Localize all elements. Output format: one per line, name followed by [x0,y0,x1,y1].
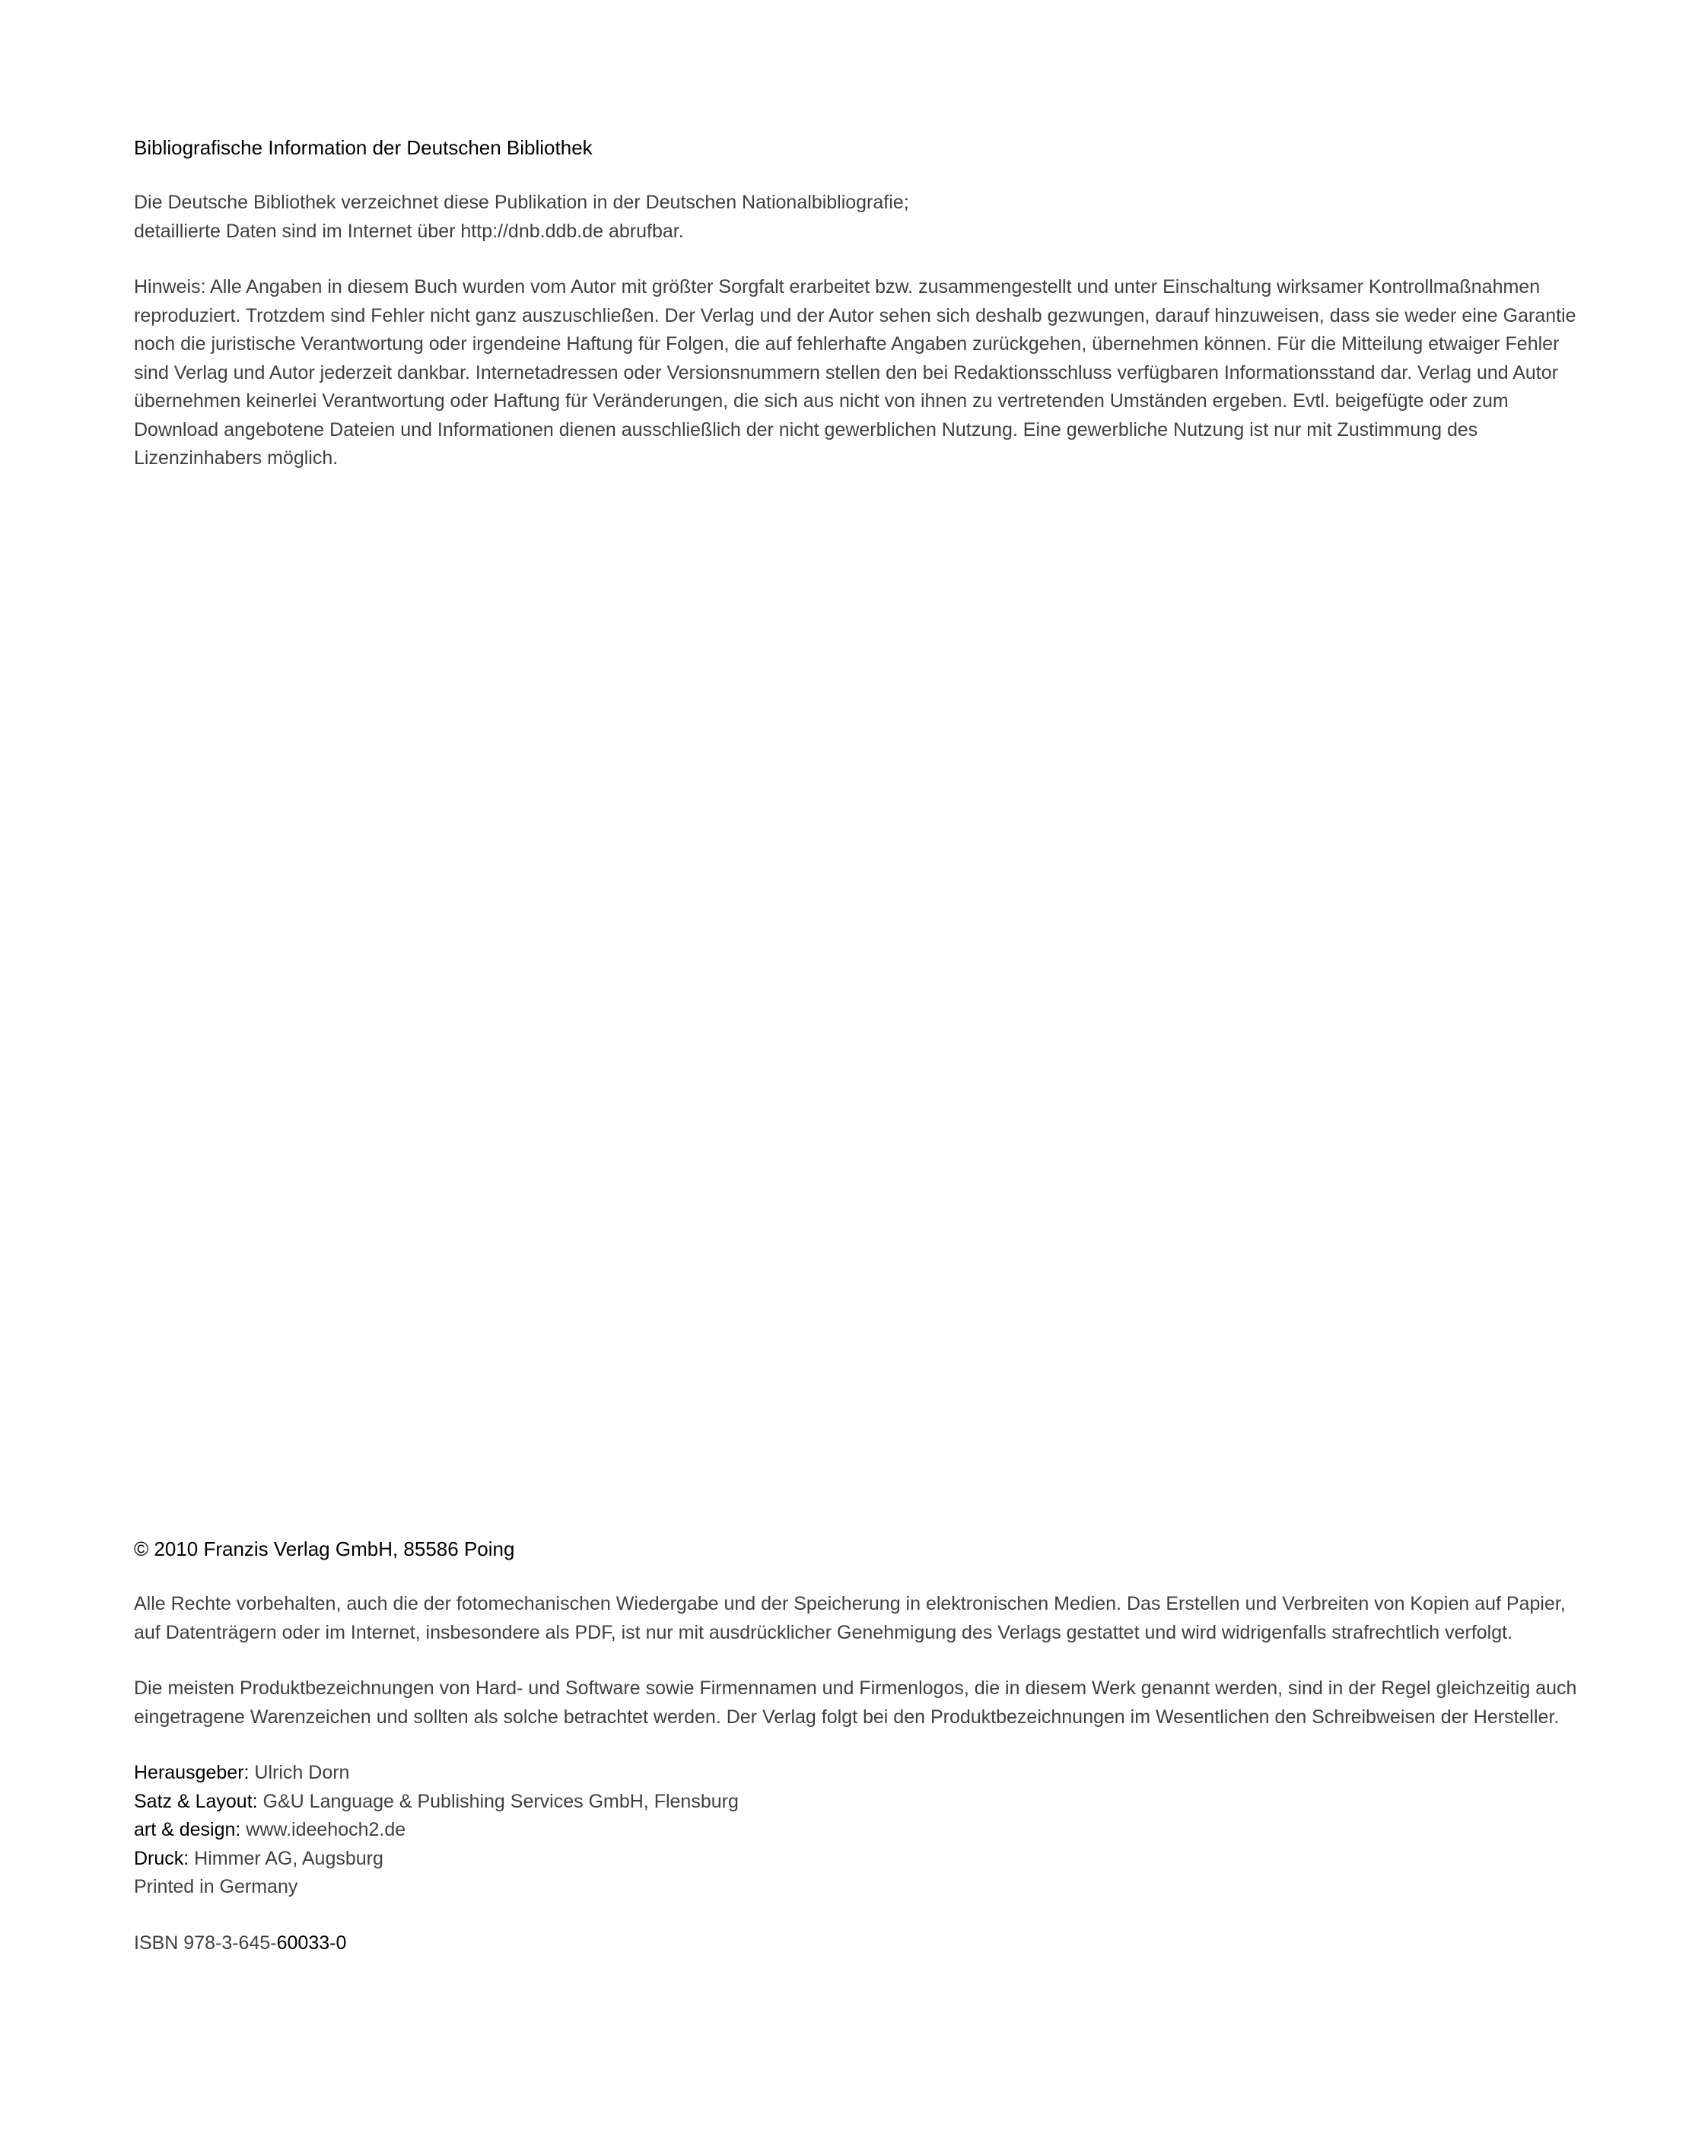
credit-design [134,1816,1579,1845]
credit-print [134,1845,1579,1874]
bibliographic-info-section [134,134,1579,473]
bibliography-line-2: detaillierte Daten sind im Internet über http://dnb.ddb.de abrufbar. [134,220,684,242]
bibliography-heading: Bibliografische Information der Deutschen Bibliothek [134,136,593,159]
credit-design-label: art & design: [134,1819,241,1840]
isbn-line [134,1929,1579,1958]
credit-print-value: Himmer AG, Augsburg [189,1847,383,1869]
trademarks-paragraph: Die meisten Produktbezeichnungen von Hard- und Software sowie Firmennamen und Firmenlogos, die in diesem Werk genannt werden, sind in der Regel gleichzeitig auch eingetragene Warenzeichen und sollten als solche betrachtet werden. Der Verlag folgt bei den Produktbezeichnungen im Wesentlichen den Schreibweisen der Hersteller. [134,1677,1577,1728]
credit-publisher-label: Herausgeber: [134,1762,250,1783]
credits-list [134,1759,1579,1902]
credit-printed-in: Printed in Germany [134,1876,298,1897]
bibliography-line-1: Die Deutsche Bibliothek verzeichnet diese Publikation in der Deutschen Nationalbibliografie; [134,192,909,213]
credit-publisher-value: Ulrich Dorn [249,1762,350,1783]
credit-layout-value: G&U Language & Publishing Services GmbH, Flensburg [257,1790,739,1812]
copyright-section [134,1535,1579,1957]
isbn-number: 60033-0 [276,1932,347,1954]
copyright-line: © 2010 Franzis Verlag GmbH, 85586 Poing [134,1538,515,1560]
credit-layout-label: Satz & Layout: [134,1790,258,1812]
credit-layout [134,1788,1579,1817]
credit-design-value: www.ideehoch2.de [240,1819,406,1840]
isbn-prefix: ISBN 978-3-645- [134,1932,277,1954]
credit-publisher [134,1759,1579,1788]
rights-reserved-paragraph: Alle Rechte vorbehalten, auch die der fotomechanischen Wiedergabe und der Speicherung in elektronischen Medien. Das Erstellen und Verbreiten von Kopien auf Papier, auf Datenträgern oder im Internet, insbesondere als PDF, ist nur mit ausdrücklicher Genehmigung des Verlags gestattet und wird widrigenfalls strafrechtlich verfolgt. [134,1593,1566,1643]
credit-print-label: Druck: [134,1847,189,1869]
disclaimer-notice: Hinweis: Alle Angaben in diesem Buch wurden vom Autor mit größter Sorgfalt erarbeitet bzw. zusammengestellt und unter Einschaltung wirksamer Kontrollmaßnahmen reproduziert. Trotzdem sind Fehler nicht ganz auszuschließen. Der Verlag und der Autor sehen sich deshalb gezwungen, darauf hinzuweisen, dass sie weder eine Garantie noch die juristische Verantwortung oder irgendeine Haftung für Folgen, die auf fehlerhafte Angaben zurückgehen, übernehmen können. Für die Mitteilung etwaiger Fehler sind Verlag und Autor jederzeit dankbar. Internetadressen oder Versionsnummern stellen den bei Redaktionsschluss verfügbaren Informationsstand dar. Verlag und Autor übernehmen keinerlei Verantwortung oder Haftung für Veränderungen, die sich aus nicht von ihnen zu vertretenden Umständen ergeben. Evtl. beigefügte oder zum Download angebotene Dateien und Informationen dienen ausschließlich der nicht gewerblichen Nutzung. Eine gewerbliche Nutzung ist nur mit Zustimmung des Lizenzinhabers möglich. [134,276,1576,469]
